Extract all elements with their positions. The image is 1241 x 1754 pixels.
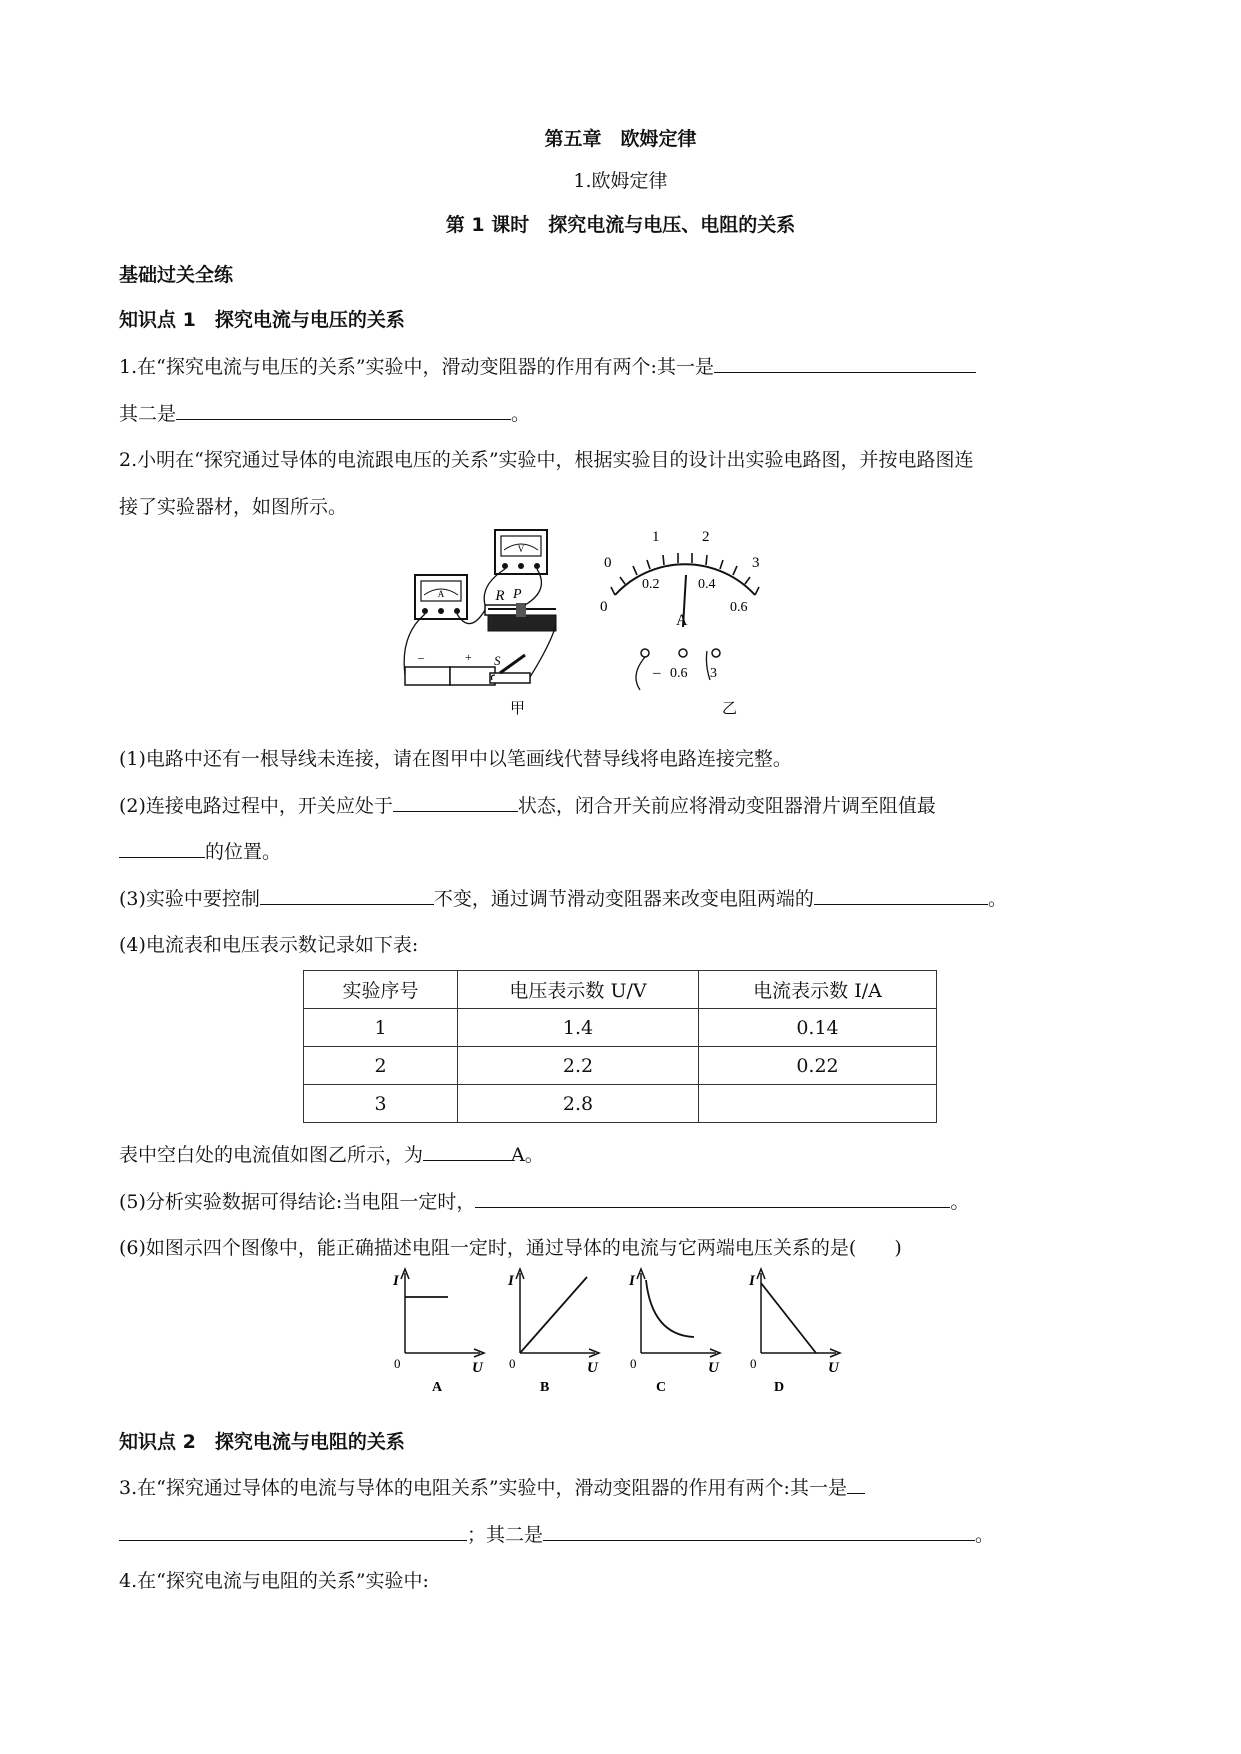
question-2-part-3 [119,884,1007,911]
graph-option-a[interactable] [392,1269,484,1395]
question-2-part-2-line-1 [119,791,936,818]
table-header-cell: 电流表示数 I/A [699,971,937,1009]
answer-blank-q2-5[interactable] [475,1187,950,1208]
answer-blank-q2-3a[interactable] [260,884,434,905]
table-note-suffix: A。 [511,1144,544,1166]
table-row [304,1047,937,1085]
table-cell-blank[interactable] [699,1085,937,1123]
q2-p5-suffix: 。 [950,1191,970,1213]
question-1-line-1 [119,352,976,379]
graph-a-origin: 0 [394,1356,401,1371]
question-3-mid: ；其二是 [467,1524,544,1546]
ammeter-device [415,575,467,619]
graph-a-x-label: U [472,1360,483,1376]
table-cell: 2 [304,1047,458,1085]
graph-b-y-label: I [508,1273,514,1289]
table-note-prefix: 表中空白处的电流值如图乙所示，为 [119,1144,424,1166]
question-1-line2-prefix: 其二是 [119,403,177,425]
question-3-line-2 [119,1520,994,1547]
graph-a-option-label: A [432,1380,443,1395]
ammeter-bottom-scale-3: 0.6 [730,600,748,615]
answer-blank-q2-2b[interactable] [119,837,205,858]
question-2-part-1: (1)电路中还有一根导线未连接，请在图甲中以笔画线代替导线将电路连接完整。 [119,748,792,770]
question-2-part-2-line-2 [119,837,281,864]
resistor-label: R [495,588,505,604]
table-row [304,1085,937,1123]
table-header-cell: 电压表示数 U/V [458,971,699,1009]
battery [405,650,495,685]
graph-d-origin: 0 [750,1356,757,1371]
graph-c-option-label: C [656,1380,667,1395]
battery-plus-label: + [465,650,472,664]
graph-option-b[interactable] [507,1269,599,1395]
graph-b-x-label: U [587,1360,598,1376]
graph-d-y-label: I [749,1273,755,1289]
table-note [119,1140,544,1167]
terminal-3: 3 [710,666,717,681]
switch-label: S [494,653,501,668]
question-1-line2-suffix: 。 [511,403,531,425]
graph-c-origin: 0 [630,1356,637,1371]
practice-title: 基础过关全练 [119,264,234,286]
table-cell: 1.4 [458,1009,699,1047]
ammeter-bottom-scale-0: 0 [600,599,608,615]
ammeter-top-scale-3: 3 [752,555,760,571]
ammeter-unit: A [676,612,688,629]
table-cell: 0.22 [699,1047,937,1085]
ammeter-dial [600,529,760,690]
voltmeter-letter: V [517,544,525,554]
figure-caption-left: 甲 [510,701,526,715]
ammeter-top-scale-0: 0 [604,555,612,571]
q2-p3-prefix: (3)实验中要控制 [119,888,260,910]
question-2-line-2: 接了实验器材，如图所示。 [119,496,348,518]
answer-blank-q1-b[interactable] [176,399,511,420]
switch [490,653,530,683]
question-3-line-1 [119,1473,865,1500]
question-4-line-1: 4.在“探究电流与电阻的关系”实验中: [119,1570,429,1592]
q2-p3-suffix: 。 [987,888,1007,910]
ammeter-top-scale-2: 2 [702,529,710,545]
answer-blank-q2-4[interactable] [423,1140,511,1161]
question-1-text: 1.在“探究电流与电压的关系”实验中，滑动变阻器的作用有两个:其一是 [119,356,714,378]
question-2-part-4: (4)电流表和电压表示数记录如下表: [119,934,419,956]
voltmeter-device [495,530,547,574]
section-title: 1.欧姆定律 [573,170,668,192]
graph-c-y-label: I [629,1273,635,1289]
q2-p5-prefix: (5)分析实验数据可得结论:当电阻一定时， [119,1191,476,1213]
table-header-cell: 实验序号 [304,971,458,1009]
answer-blank-q1-a[interactable] [714,352,976,373]
answer-blank-q2-3b[interactable] [814,884,988,905]
table-header-row [304,971,937,1009]
knowledge-point-2-title: 知识点 2 探究电流与电阻的关系 [119,1431,405,1453]
graph-d-option-label: D [774,1380,785,1395]
terminal-0-6: 0.6 [670,666,688,681]
battery-minus-label: – [418,650,424,664]
graph-d-x-label: U [828,1360,839,1376]
question-1-line-2 [119,399,530,426]
graph-c-x-label: U [708,1360,719,1376]
q2-p2-suffix: 状态，闭合开关前应将滑动变阻器滑片调至阻值最 [517,795,936,817]
ammeter-letter: A [437,589,445,599]
question-2-part-5 [119,1187,969,1214]
graph-a-y-label: I [393,1273,399,1289]
q2-p3-mid: 不变，通过调节滑动变阻器来改变电阻两端的 [433,888,814,910]
ammeter-bottom-scale-1: 0.2 [642,577,660,592]
graph-options [390,1265,860,1395]
table-cell: 0.14 [699,1009,937,1047]
table-cell: 3 [304,1085,458,1123]
q2-p2-line2-suffix: 的位置。 [205,841,282,863]
graph-b-option-label: B [540,1380,550,1395]
data-table [303,970,937,1123]
question-3-text: 3.在“探究通过导体的电流与导体的电阻关系”实验中，滑动变阻器的作用有两个:其一是 [119,1477,847,1499]
table-cell: 1 [304,1009,458,1047]
answer-blank-q3-a-start[interactable] [847,1473,865,1494]
answer-blank-q2-2a[interactable] [393,791,518,812]
ammeter-bottom-scale-2: 0.4 [698,577,716,592]
ammeter-top-scale-1: 1 [652,529,660,545]
answer-blank-q3-b[interactable] [543,1520,975,1541]
figure-caption-right: 乙 [722,701,738,715]
terminal-minus: – [653,665,661,681]
table-cell: 2.8 [458,1085,699,1123]
slider-label: P [513,587,522,602]
question-3-suffix: 。 [975,1524,995,1546]
knowledge-point-1-title: 知识点 1 探究电流与电压的关系 [119,309,405,331]
lesson-title: 第 1 课时 探究电流与电压、电阻的关系 [445,214,796,236]
graph-b-origin: 0 [509,1356,516,1371]
answer-blank-q3-a[interactable] [119,1520,467,1541]
table-cell: 2.2 [458,1047,699,1085]
table-row [304,1009,937,1047]
q2-p2-prefix: (2)连接电路过程中，开关应处于 [119,795,393,817]
circuit-figure [400,525,850,715]
chapter-title: 第五章 欧姆定律 [544,128,697,150]
question-2-part-6: (6)如图示四个图像中，能正确描述电阻一定时，通过导体的电流与它两端电压关系的是( ) [119,1237,902,1259]
graph-option-d[interactable] [748,1269,840,1395]
graph-option-c[interactable] [628,1269,720,1395]
question-2-line-1: 2.小明在“探究通过导体的电流跟电压的关系”实验中，根据实验目的设计出实验电路图，并按电路图连 [119,449,974,471]
